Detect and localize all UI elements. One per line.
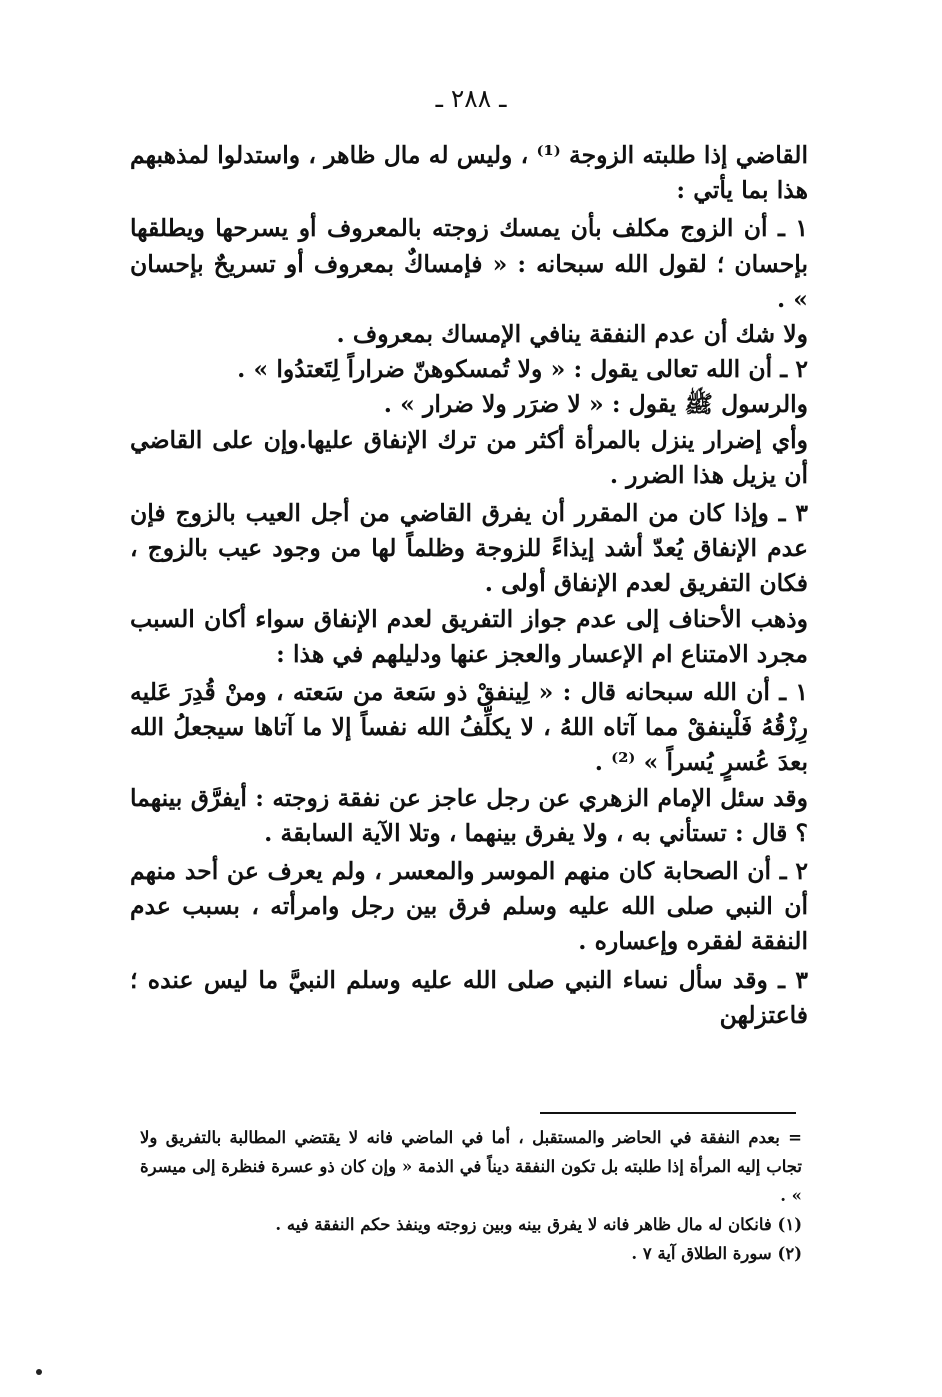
scan-speck — [36, 1369, 42, 1375]
paragraph: ١ ـ أن الله سبحانه قال : « لِينفقْ ذو سَعة من سَعته ، ومنْ قُدِرَ عَليه رِزْقُهُ فَلْينفقْ مما آتاه اللهُ ، لا يكلِّفُ الله نفساً إلا ما آتاها سيجعلُ الله بعدَ عُسرٍ يُسراً » ⁽²⁾ . — [130, 678, 808, 777]
paragraph: ١ ـ أن الزوج مكلف بأن يمسك زوجته بالمعروف أو يسرحها ويطلقها بإحسان ؛ لقول الله سبحانه : « فإمساكٌ بمعروف أو تسريحٌ بإحسان » . — [130, 214, 808, 313]
paragraph: ٣ ـ وقد سأل نساء النبي صلى الله عليه وسلم النبيَّ ما ليس عنده ؛ فاعتزلهن — [130, 965, 808, 1029]
paragraph: وأي إضرار ينزل بالمرأة أكثر من ترك الإنفاق عليها.وإن على القاضي أن يزيل هذا الضرر . — [130, 425, 808, 489]
footnote: = بعدم النفقة في الحاضر والمستقبل ، أما في الماضي فانه لا يقتضي المطالبة بالتفريق ولا تجاب إليه المرأة إذا طلبته بل تكون النفقة ديناً في الذمة « وإن كان ذو عسرة فنظرة إلى ميسرة » . — [140, 1128, 802, 1205]
paragraph: ٢ ـ أن الله تعالى يقول : « ولا تُمسكوهنّ ضراراً لِتَعتدُوا » . — [237, 355, 808, 384]
paragraph: والرسول ﷺ يقول : « لا ضرَر ولا ضرار » . — [383, 390, 808, 419]
page-number: ـ ٢٨٨ ـ — [435, 84, 507, 113]
footnote: (١) فانكان له مال ظاهر فانه لا يفرق بينه وبين زوجته وينفذ حكم النفقة فيه . — [275, 1215, 802, 1234]
paragraph: ٣ ـ وإذا كان من المقرر أن يفرق القاضي من أجل العيب بالزوج فإن عدم الإنفاق يُعدّ أشد إيذاءً للزوجة وظلماً لها من وجود عيب بالزوج ، فكان التفريق لعدم الإنفاق أولى . — [130, 499, 808, 598]
paragraph: ولا شك أن عدم النفقة ينافي الإمساك بمعروف . — [336, 320, 808, 349]
footnote: (٢) سورة الطلاق آية ٧ . — [631, 1244, 802, 1263]
main-text — [130, 138, 808, 1033]
paragraph: ٢ ـ أن الصحابة كان منهم الموسر والمعسر ، ولم يعرف عن أحد منهم أن النبي صلى الله عليه وسلم فرق بين رجل وامرأته ، بسبب عدم النفقة لفقره وإعساره . — [130, 857, 808, 956]
footnote-divider — [540, 1112, 796, 1114]
paragraph: القاضي إذا طلبته الزوجة ⁽¹⁾ ، وليس له مال ظاهر ، واستدلوا لمذهبهم هذا بما يأتي : — [130, 141, 808, 205]
paragraph: وذهب الأحناف إلى عدم جواز التفريق لعدم الإنفاق سواء أكان السبب مجرد الامتناع ام الإعسار والعجز عنها ودليلهم في هذا : — [130, 604, 808, 668]
paragraph: وقد سئل الإمام الزهري عن رجل عاجز عن نفقة زوجته : أيفرَّق بينهما ؟ قال : تستأني به ، ولا يفرق بينهما ، وتلا الآية السابقة . — [130, 783, 808, 847]
footnotes — [140, 1123, 802, 1268]
